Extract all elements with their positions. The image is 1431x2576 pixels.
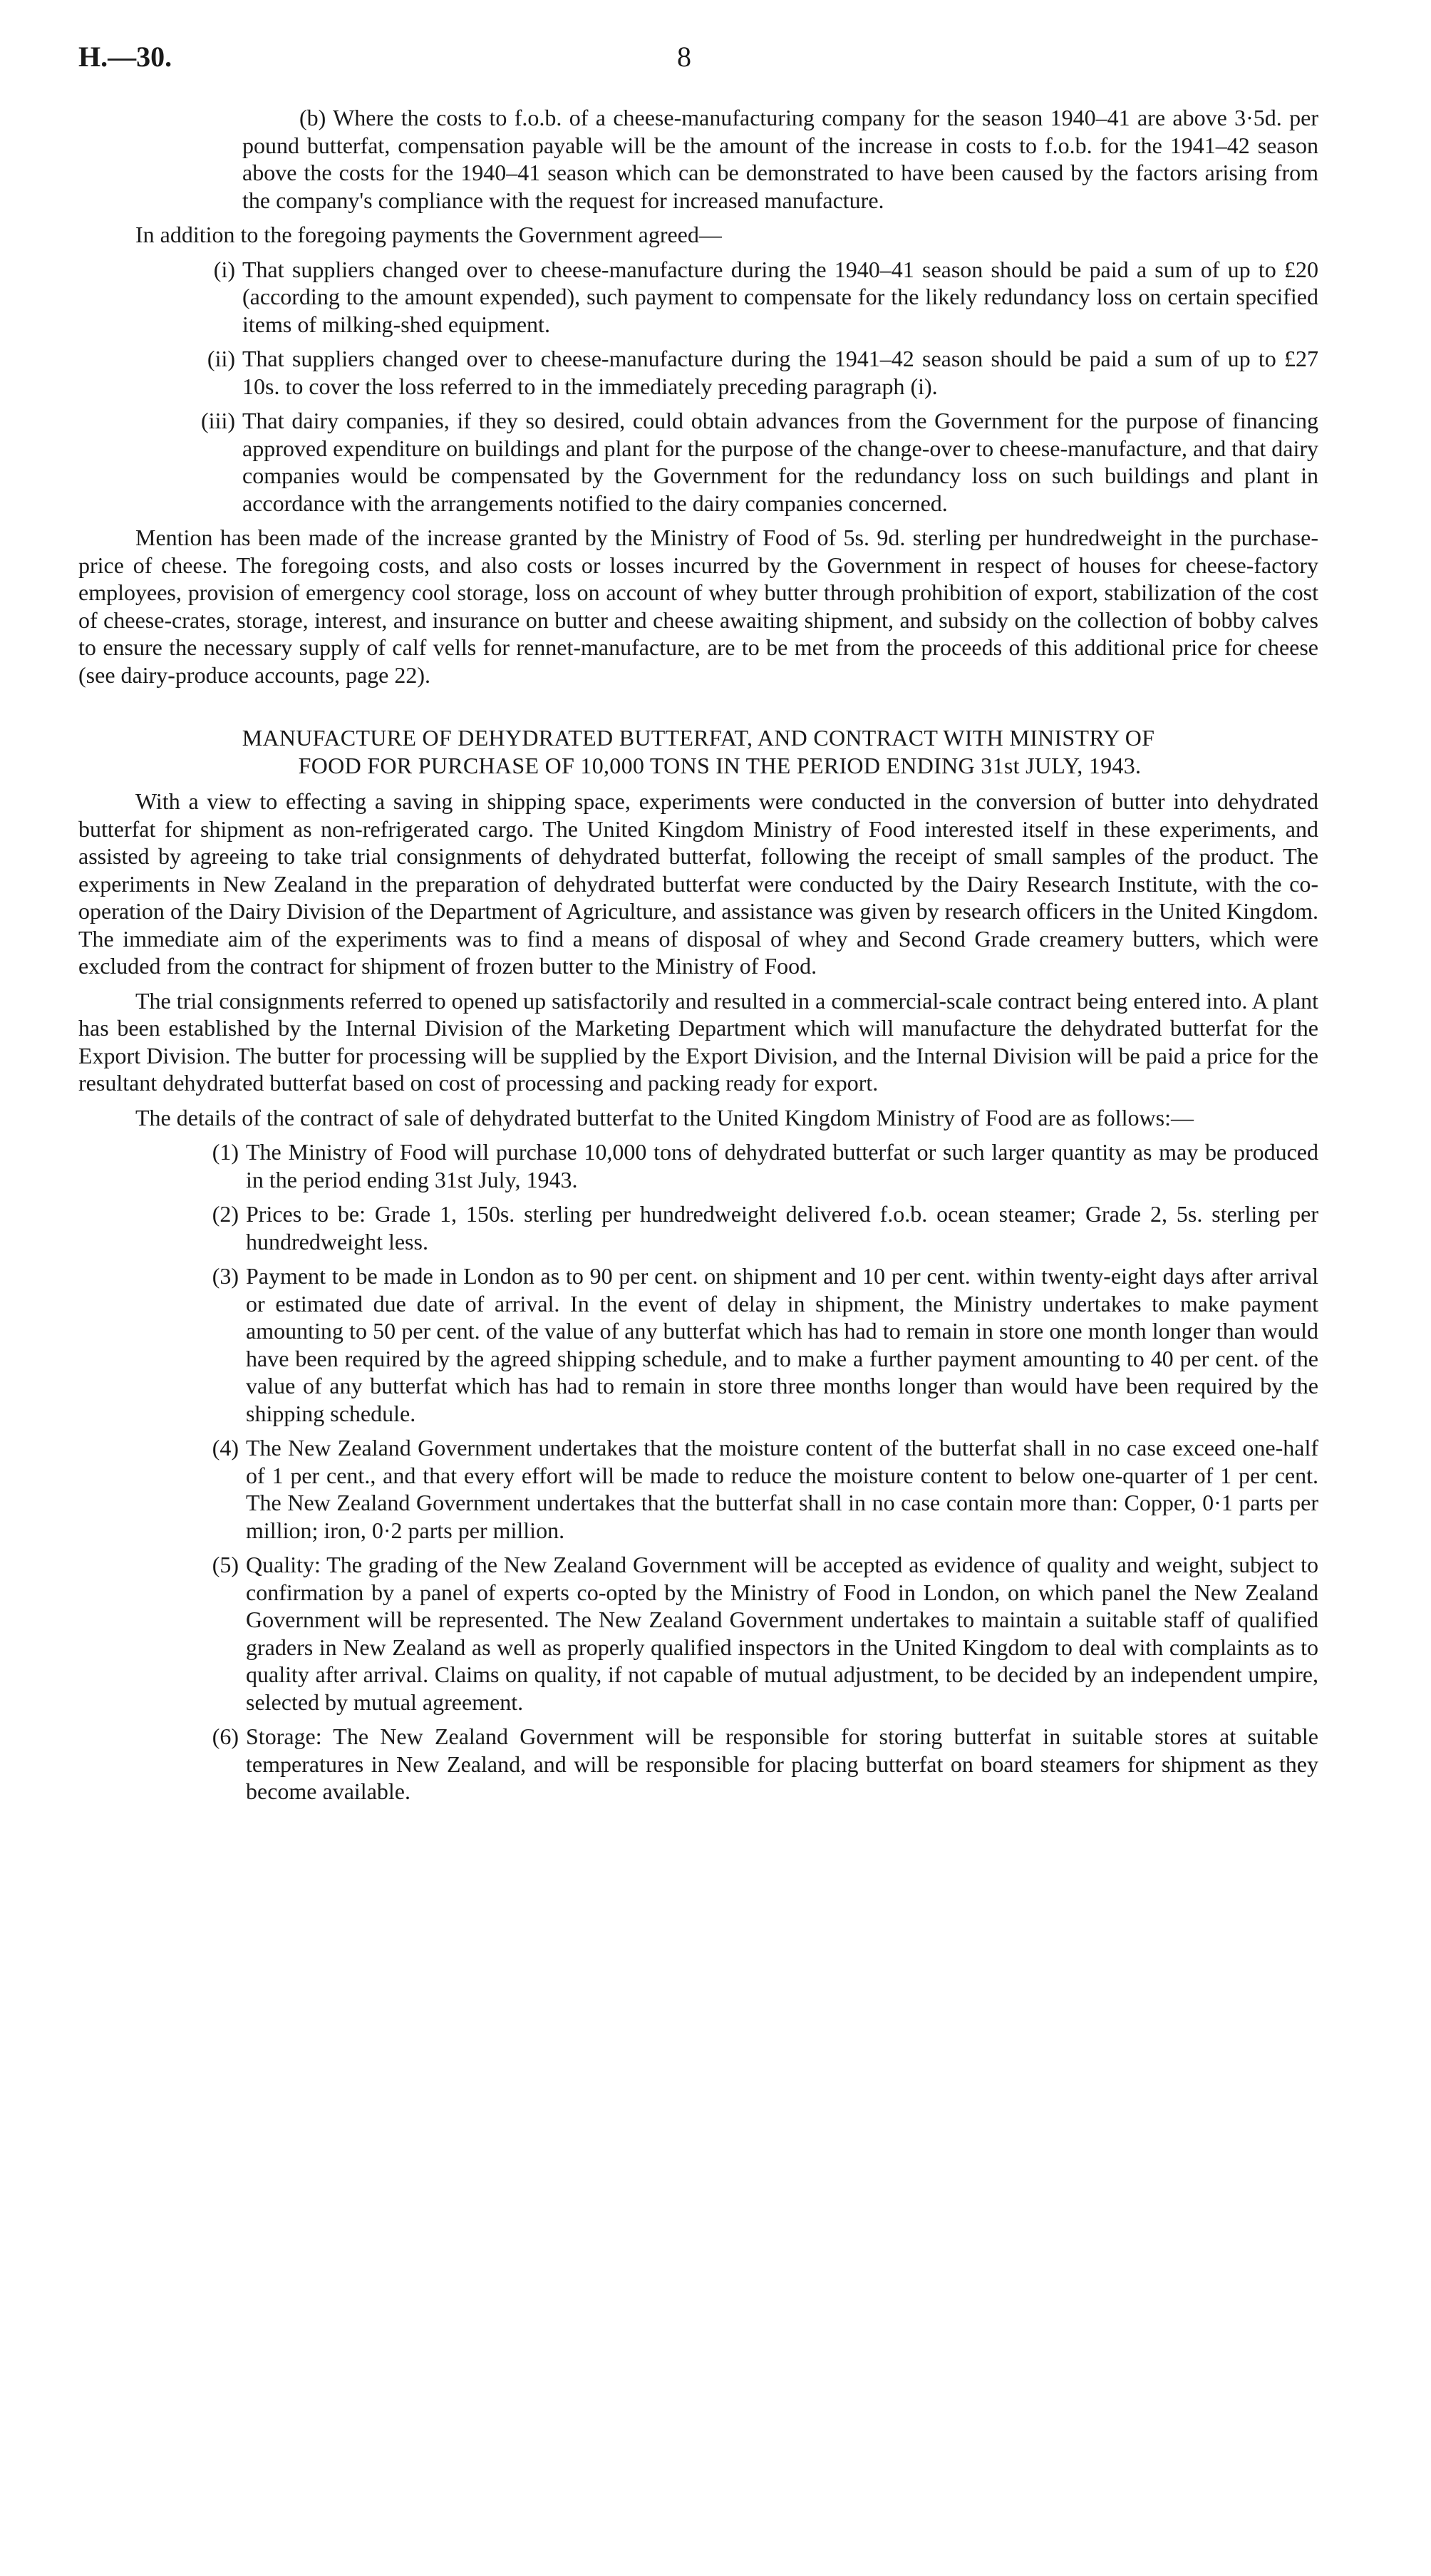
list-item: [189, 1434, 1318, 1544]
list-text: Quality: The grading of the New Zealand Government will be accepted as evidence of quality and weight, subject to confirmation by a panel of experts co-opted by the Ministry of Food in London, on which panel the New Zealand Government will be represented. The New Zealand Government undertakes to maintain a suitable staff of qualified graders in New Zealand as well as properly qualified inspectors in the United Kingdom to deal with complaints as to quality after arrival. Claims on quality, if not capable of mutual adjustment, to be decided by an independent umpire, selected by mutual agreement.: [246, 1552, 1318, 1715]
list-marker: (iii): [201, 408, 235, 433]
section-paragraph-2: The trial consignments referred to opened up satisfactorily and resulted in a commercial-scale contract being entered into. A plant has been established by the Internal Division of the Marketing Department which will manufacture the dehydrated butterfat for the Export Division. The butter for processing will be supplied by the Export Division, and the Internal Division will be paid a price for the resultant dehydrated butterfat based on cost of processing and packing ready for export.: [78, 987, 1318, 1096]
list-marker: (3): [212, 1263, 239, 1289]
list-item: [189, 1262, 1318, 1427]
list-marker: (2): [212, 1201, 239, 1227]
document-page: [78, 26, 1318, 2549]
list-text: That suppliers changed over to cheese-manufacture during the 1941–42 season should be paid a sum of up to £27 10s. to cover the loss referred to in the immediately preceding paragraph (i).: [242, 346, 1318, 399]
list-text: That dairy companies, if they so desired, could obtain advances from the Government for the purpose of financing approved expenditure on buildings and plant for the purpose of the change-over to cheese-manufacture, and that dairy companies would be compensated by the Government for the redundancy loss on such buildings and plant in accordance with the arrangements notified to the dairy companies concerned.: [242, 408, 1318, 516]
list-text: Payment to be made in London as to 90 per cent. on shipment and 10 per cent. within twenty-eight days after arrival or estimated due date of arrival. In the event of delay in shipment, the Ministry undertakes to make payment amounting to 50 per cent. of the value of any butterfat which has had to remain in store one month longer than would have been required by the agreed shipping schedule, and to make a further payment amounting to 40 per cent. of the value of any butterfat which has had to remain in store three months longer than would have been required by the shipping schedule.: [246, 1263, 1318, 1426]
numbered-list: [78, 1138, 1318, 1805]
list-item: [189, 1200, 1318, 1255]
list-item: [189, 1723, 1318, 1805]
page-id: H.—30.: [78, 41, 172, 73]
heading-line-1: MANUFACTURE OF DEHYDRATED BUTTERFAT, AND CONTRACT WITH MINISTRY OF: [242, 725, 1155, 751]
list-marker: (4): [212, 1435, 239, 1460]
paragraph-b: (b) Where the costs to f.o.b. of a cheese-manufacturing company for the season 1940–41 are above 3·5d. per pound butterfat, compensation payable will be the amount of the increase in costs to f.o.b. for the 1941–42 season above the costs for the 1940–41 season which can be demonstrated to have been caused by the factors arising from the company's compliance with the request for increased manufacture.: [242, 105, 1318, 213]
heading-line-2: FOOD FOR PURCHASE OF 10,000 TONS IN THE PERIOD ENDING 31st JULY, 1943.: [298, 752, 1142, 778]
list-marker: (ii): [207, 346, 235, 371]
mention-paragraph: Mention has been made of the increase granted by the Ministry of Food of 5s. 9d. sterling per hundredweight in the purchase-price of cheese. The foregoing costs, and also costs or losses incurred by the Government in respect of houses for cheese-factory employees, provision of emergency cool storage, loss on account of whey butter through prohibition of export, stabilization of the cost of cheese-crates, storage, interest, and insurance on butter and cheese awaiting shipment, and subsidy on the collection of bobby calves to ensure the necessary supply of calf vells for rennet-manufacture, are to be met from the proceeds of this additional price for cheese (see dairy-produce accounts, page 22).: [78, 525, 1318, 688]
page-number: 8: [677, 41, 691, 73]
section-paragraph-3: The details of the contract of sale of dehydrated butterfat to the United Kingdom Ministry of Food are as follows:—: [135, 1104, 1194, 1130]
list-item: [178, 345, 1318, 400]
list-text: Prices to be: Grade 1, 150s. sterling per hundredweight delivered f.o.b. ocean steamer; Grade 2, 5s. sterling per hundredweight less.: [246, 1201, 1318, 1254]
section-paragraph-1: With a view to effecting a saving in shipping space, experiments were conducted in the conversion of butter into dehydrated butterfat for shipment as non-refrigerated cargo. The United Kingdom Ministry of Food interested itself in these experiments, and assisted by agreeing to take trial consignments of dehydrated butterfat, following the receipt of small samples of the product. The experiments in New Zealand in the preparation of dehydrated butterfat were conducted by the Dairy Research Institute, with the co-operation of the Dairy Division of the Department of Agriculture, and assistance was given by research officers in the United Kingdom. The immediate aim of the experiments was to find a means of disposal of whey and Second Grade creamery butters, which were excluded from the contract for shipment of frozen butter to the Ministry of Food.: [78, 788, 1318, 979]
addition-lead: In addition to the foregoing payments the Government agreed—: [135, 222, 722, 247]
list-marker: (5): [212, 1552, 239, 1577]
list-marker: (i): [213, 256, 235, 282]
list-item: [189, 1551, 1318, 1716]
list-item: [189, 1138, 1318, 1193]
section-heading: [78, 724, 1318, 779]
list-text: That suppliers changed over to cheese-manufacture during the 1940–41 season should be paid a sum of up to £20 (according to the amount expended), such payment to compensate for the likely redundancy loss on certain specified items of milking-shed equipment.: [242, 256, 1318, 337]
list-item: [178, 256, 1318, 339]
list-item: [178, 407, 1318, 517]
roman-list: [78, 256, 1318, 517]
list-text: The New Zealand Government undertakes that the moisture content of the butterfat shall in no case exceed one-half of 1 per cent., and that every effort will be made to reduce the moisture content to below one-quarter of 1 per cent. The New Zealand Government undertakes that the butterfat shall in no case contain more than: Copper, 0·1 parts per million; iron, 0·2 parts per million.: [246, 1435, 1318, 1543]
list-text: The Ministry of Food will purchase 10,000 tons of dehydrated butterfat or such larger quantity as may be produced in the period ending 31st July, 1943.: [246, 1139, 1318, 1192]
page-header: [78, 26, 1318, 104]
list-marker: (6): [212, 1724, 239, 1749]
list-text: Storage: The New Zealand Government will be responsible for storing butterfat in suitable stores at suitable temperatures in New Zealand, and will be responsible for placing butterfat on board steamers for shipment as they become available.: [246, 1724, 1318, 1804]
list-marker: (1): [212, 1139, 239, 1165]
